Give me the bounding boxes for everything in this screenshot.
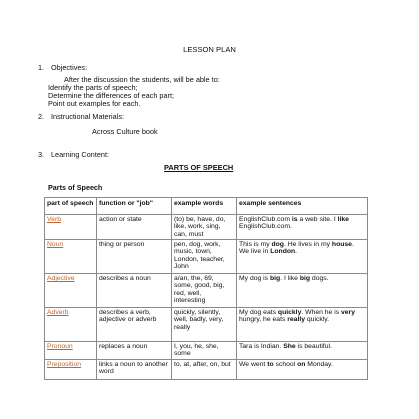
material-item: Across Culture book [92,127,158,136]
section-number-1: 1. [38,63,45,72]
part-link-noun[interactable]: Noun [47,241,64,248]
function-cell: links a noun to another word [97,360,172,380]
emphasized-word: very [341,309,356,316]
sentence-text: . I like [280,275,300,282]
sentence-text: . [295,248,298,256]
sentence-text: hungry, he eats [239,316,288,324]
emphasized-word: really [287,316,306,324]
sentence-text: My dog eats [239,309,278,316]
function-cell: describes a verb, adjective or adverb [97,308,172,342]
emphasized-word: quickly [277,309,302,316]
part-cell [45,360,97,380]
part-link-adjective[interactable]: Adjective [47,275,75,282]
objective-item: Determine the differences of each part; [48,91,175,100]
header-part-of-speech: part of speech [45,198,97,215]
part-cell [45,215,97,240]
part-link-verb[interactable]: Verb [47,216,61,223]
emphasized-word: dog [271,241,284,248]
emphasized-word: house [331,241,352,248]
emphasized-word: She [283,343,296,350]
sentence-text: quickly. [305,316,330,324]
lesson-plan-title: LESSON PLAN [183,45,236,54]
table-row [45,308,368,342]
emphasized-word: like [337,216,349,223]
header-example-sentences: example sentences [237,198,368,215]
header-example-words: example words [172,198,237,215]
table-row [45,240,368,274]
sentence-text: is beautiful. [295,343,332,350]
part-cell [45,274,97,308]
sentence-text: a web site. I [297,216,338,223]
example-words-cell: (to) be, have, do, like, work, sing, can, must [172,215,237,240]
sentence-text: . He lives in my [283,241,332,248]
function-cell: replaces a noun [97,342,172,360]
section-number-2: 2. [38,112,45,121]
sentence-text: My dog is [239,275,270,282]
sentence-text: This is my [239,241,272,248]
emphasized-word: London [270,248,296,256]
function-cell: action or state [97,215,172,240]
objective-item: Point out examples for each. [48,99,141,108]
sentence-text: Monday. [305,361,333,368]
sentence-text: EnglishClub.com [239,216,292,223]
header-function: function or "job" [97,198,172,215]
sentence-text: . When he is [301,309,342,316]
objective-item: Identify the parts of speech; [48,83,138,92]
example-words-cell: a/an, the, 69, some, good, big, red, well, interesting [172,274,237,308]
example-sentence-cell [237,342,368,360]
table-row [45,360,368,380]
function-cell: thing or person [97,240,172,274]
sentence-text: We went [239,361,268,368]
table-header-row [45,198,368,215]
example-sentence-cell [237,215,368,240]
section-heading-materials: Instructional Materials: [51,112,124,121]
table-row [45,274,368,308]
objectives-intro: After the discussion the students, will be able to: [64,75,220,84]
parts-of-speech-table [44,197,368,380]
example-sentence-cell [237,240,368,274]
table-caption: Parts of Speech [48,183,103,192]
emphasized-word: big [269,275,281,282]
example-words-cell: quickly, silently, well, badly, very, really [172,308,237,342]
part-cell [45,308,97,342]
emphasized-word: big [299,275,311,282]
emphasized-word: is [291,216,298,223]
emphasized-word: on [297,361,306,368]
function-cell: describes a noun [97,274,172,308]
sentence-text: dogs. [310,275,329,282]
part-cell [45,240,97,274]
example-words-cell: I, you, he, she, some [172,342,237,360]
part-link-preposition[interactable]: Preposition [47,361,82,368]
example-sentence-cell [237,360,368,380]
emphasized-word: to [267,361,274,368]
part-link-adverb[interactable]: Adverb [47,309,69,316]
table-row [45,342,368,360]
example-words-cell: to, at, after, on, but [172,360,237,380]
section-heading-learning-content: Learning Content: [51,150,110,159]
example-sentence-cell [237,308,368,342]
sentence-text: . We live in [239,241,354,256]
example-words-cell: pen, dog, work, music, town, London, teacher, John [172,240,237,274]
example-sentence-cell [237,274,368,308]
sentence-text: EnglishClub.com. [239,223,292,231]
part-link-pronoun[interactable]: Pronoun [47,343,73,350]
sentence-text: Tara is Indian. [239,343,284,350]
section-number-3: 3. [38,150,45,159]
table-row [45,215,368,240]
parts-of-speech-heading: PARTS OF SPEECH [164,163,234,172]
part-cell [45,342,97,360]
section-heading-objectives: Objectives: [51,63,88,72]
sentence-text: school [273,361,298,368]
